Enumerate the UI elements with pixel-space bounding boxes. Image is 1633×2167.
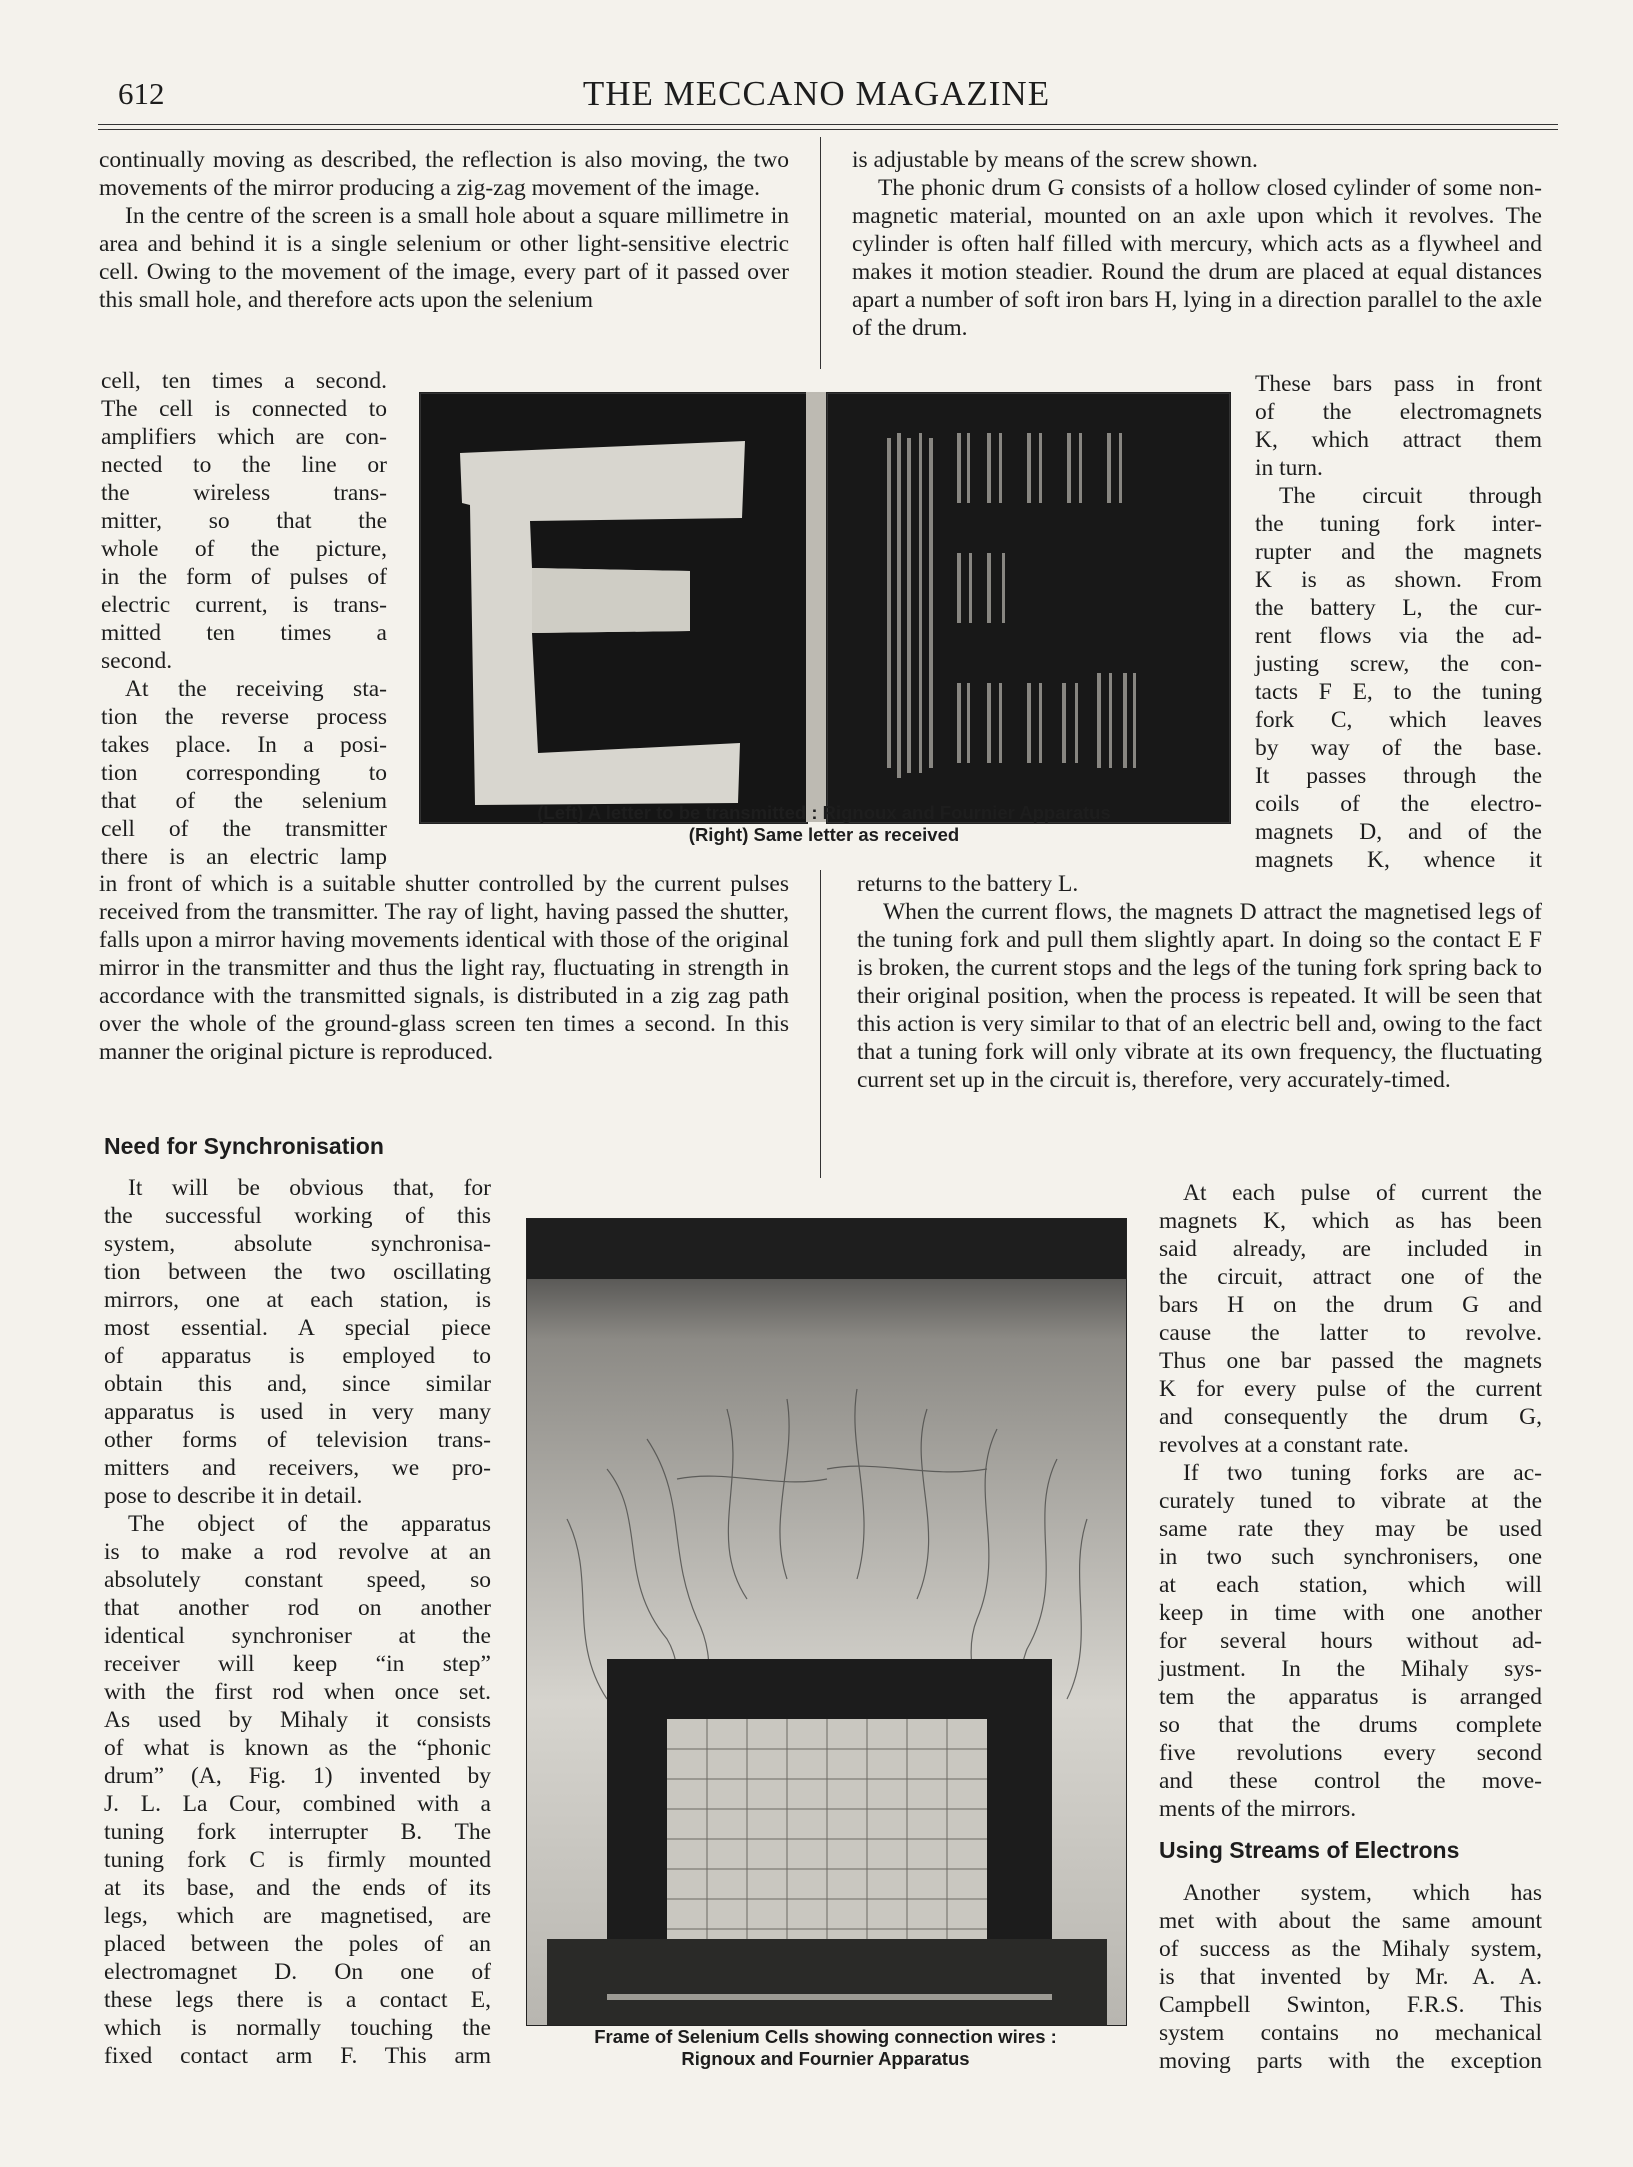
text-line: cell, ten times a second. xyxy=(101,368,387,394)
text-line: K, which attract them xyxy=(1255,427,1542,453)
paragraph: When the current flows, the magnets D attract the magnetised legs of the tuning fork and pull them slightly apart. In doing so the contact E F is broken, the current stops and the legs of the tuning fork spring back to their original position, when the process is repeated. It will be seen that this action is very similar to that of an electric bell and, owing to the fact that a tuning fork will only vibrate at its own frequency, the fluctuating current set up in the circuit is, therefore, very accurately-timed. xyxy=(857,899,1542,1093)
text-line: pose to describe it in detail. xyxy=(104,1483,363,1509)
paragraph xyxy=(101,675,387,871)
paragraph: The phonic drum G consists of a hollow closed cylinder of some non-magnetic material, mounted on an axle upon which it revolves. The cylinder is often half filled with mercury, which acts as a flywheel and makes it motion steadier. Round the drum are placed at equal distances apart a number of soft iron bars H, lying in a direction parallel to the axle of the drum. xyxy=(852,175,1542,341)
photo-letter-received xyxy=(826,392,1231,824)
text-line: the circuit, attract one of the xyxy=(1159,1264,1542,1290)
left-wrap-text xyxy=(101,367,387,871)
text-line: curately tuned to vibrate at the xyxy=(1159,1488,1542,1514)
text-line: and these control the move- xyxy=(1159,1768,1542,1794)
text-line: of success as the Mihaly system, xyxy=(1159,1936,1542,1962)
text-line: These bars pass in front xyxy=(1255,371,1542,397)
text-line: At the receiving sta- xyxy=(125,676,387,702)
text-line: It will be obvious that, for xyxy=(128,1175,491,1201)
text-line: which is normally touching the xyxy=(104,2015,491,2041)
right-text-top xyxy=(852,146,1542,342)
text-line: magnets D, and of the xyxy=(1255,819,1542,845)
text-line: the successful working of this xyxy=(104,1203,491,1229)
left-text-middle xyxy=(99,870,789,1066)
text-line: for several hours without ad- xyxy=(1159,1628,1542,1654)
text-line: revolves at a constant rate. xyxy=(1159,1432,1409,1458)
text-line: second. xyxy=(101,648,173,674)
caption-line: Rignoux and Fournier Apparatus xyxy=(681,2048,970,2069)
column-divider-top xyxy=(820,137,821,369)
text-line: amplifiers which are con- xyxy=(101,424,387,450)
text-line: that another rod on another xyxy=(104,1595,491,1621)
column-divider-middle xyxy=(820,870,821,1178)
text-line: takes place. In a posi- xyxy=(101,732,387,758)
text-line: Another system, which has xyxy=(1183,1880,1542,1906)
subheading-electrons: Using Streams of Electrons xyxy=(1159,1837,1460,1863)
text-line: The circuit through xyxy=(1279,483,1542,509)
paragraph xyxy=(1255,370,1542,482)
text-line: mirrors, one at each station, is xyxy=(104,1287,491,1313)
letter-e-solid-image xyxy=(420,393,807,823)
text-line: tion corresponding to xyxy=(101,760,387,786)
text-line: nected to the line or xyxy=(101,452,387,478)
right-wrap-text xyxy=(1255,370,1542,874)
text-line: said already, are included in xyxy=(1159,1236,1542,1262)
text-line: system, absolute synchronisa- xyxy=(104,1231,491,1257)
text-line: cause the latter to revolve. xyxy=(1159,1320,1542,1346)
text-line: fixed contact arm F. This arm xyxy=(104,2043,491,2069)
paragraph xyxy=(1159,1459,1542,1823)
text-line: magnets K, whence it xyxy=(1255,847,1542,873)
text-line: J. L. La Cour, combined with a xyxy=(104,1791,491,1817)
text-line: rupter and the magnets xyxy=(1255,539,1542,565)
text-line: cell of the transmitter xyxy=(101,816,387,842)
paragraph: returns to the battery L. xyxy=(857,871,1079,897)
text-line: ments of the mirrors. xyxy=(1159,1796,1357,1822)
text-line: the battery L, the cur- xyxy=(1255,595,1542,621)
right-bottom-text xyxy=(1159,1879,1542,2075)
text-line: bars H on the drum G and xyxy=(1159,1292,1542,1318)
text-line: in turn. xyxy=(1255,455,1323,481)
text-line: identical synchroniser at the xyxy=(104,1623,491,1649)
text-line: Thus one bar passed the magnets xyxy=(1159,1348,1542,1374)
text-line: tion between the two oscillating xyxy=(104,1259,491,1285)
text-line: at each station, which will xyxy=(1159,1572,1542,1598)
text-line: in the form of pulses of xyxy=(101,564,387,590)
text-line: most essential. A special piece xyxy=(104,1315,491,1341)
subheading-synchronisation: Need for Synchronisation xyxy=(104,1133,384,1159)
text-line: tem the apparatus is arranged xyxy=(1159,1684,1542,1710)
paragraph xyxy=(1255,482,1542,874)
text-line: moving parts with the exception xyxy=(1159,2048,1542,2074)
text-line: magnets K, which as has been xyxy=(1159,1208,1542,1234)
text-line: same rate they may be used xyxy=(1159,1516,1542,1542)
text-line: If two tuning forks are ac- xyxy=(1183,1460,1542,1486)
text-line: of apparatus is employed to xyxy=(104,1343,491,1369)
text-line: placed between the poles of an xyxy=(104,1931,491,1957)
left-text-top xyxy=(99,146,789,314)
text-line: that of the selenium xyxy=(101,788,387,814)
text-line: K for every pulse of the current xyxy=(1159,1376,1542,1402)
text-line: there is an electric lamp xyxy=(101,844,387,870)
paragraph: continually moving as described, the reflection is also moving, the two movements of the mirror producing a zig-zag movement of the image. xyxy=(99,147,789,201)
text-line: justing screw, the con- xyxy=(1255,651,1542,677)
text-line: electromagnet D. On one of xyxy=(104,1959,491,1985)
paragraph: in front of which is a suitable shutter controlled by the current pulses received from the transmitter. The ray of light, having passed the shutter, falls upon a mirror having movements identical with those of the original mirror in the transmitter and thus the light ray, fluctuating in strength in accordance with the transmitted signals, is distributed in a zig zag path over the whole of the ground-glass screen ten times a second. In this manner the original picture is reproduced. xyxy=(99,871,789,1065)
text-line: system contains no mechanical xyxy=(1159,2020,1542,2046)
text-line: so that the drums complete xyxy=(1159,1712,1542,1738)
magazine-title: THE MECCANO MAGAZINE xyxy=(582,74,1051,113)
text-line: five revolutions every second xyxy=(1159,1740,1542,1766)
text-line: with the first rod when once set. xyxy=(104,1679,491,1705)
text-line: electric current, is trans- xyxy=(101,592,387,618)
text-line: As used by Mihaly it consists xyxy=(104,1707,491,1733)
text-line: and consequently the drum G, xyxy=(1159,1404,1542,1430)
page-number: 612 xyxy=(118,76,165,111)
text-line: obtain this and, since similar xyxy=(104,1371,491,1397)
text-line: other forms of television trans- xyxy=(104,1427,491,1453)
caption-line: Frame of Selenium Cells showing connection wires : xyxy=(594,2026,1057,2047)
paragraph xyxy=(1159,1179,1542,1459)
text-line: whole of the picture, xyxy=(101,536,387,562)
paragraph xyxy=(1159,1879,1542,2075)
paragraph: In the centre of the screen is a small hole about a square millimetre in area and behind it is a single selenium or other light-sensitive electric cell. Owing to the movement of the image, every part of it passed over this small hole, and therefore acts upon the selenium xyxy=(99,203,789,313)
text-line: the wireless trans- xyxy=(101,480,387,506)
paragraph xyxy=(104,1510,491,2070)
text-line: tuning fork C is firmly mounted xyxy=(104,1847,491,1873)
photo-selenium-frame xyxy=(526,1218,1127,2026)
text-line: at its base, and the ends of its xyxy=(104,1875,491,1901)
text-line: of the electromagnets xyxy=(1255,399,1542,425)
text-line: The object of the apparatus xyxy=(128,1511,491,1537)
text-line: is to make a rod revolve at an xyxy=(104,1539,491,1565)
text-line: tuning fork interrupter B. The xyxy=(104,1819,491,1845)
right-lower-text xyxy=(1159,1179,1542,1823)
text-line: rent flows via the ad- xyxy=(1255,623,1542,649)
paragraph xyxy=(104,1174,491,1510)
photo-separator xyxy=(806,392,826,822)
text-line: At each pulse of current the xyxy=(1183,1180,1542,1206)
text-line: fork C, which leaves xyxy=(1255,707,1542,733)
text-line: justment. In the Mihaly sys- xyxy=(1159,1656,1542,1682)
text-line: tion the reverse process xyxy=(101,704,387,730)
letter-e-striped-image xyxy=(827,393,1230,823)
text-line: these legs there is a contact E, xyxy=(104,1987,491,2013)
caption-line: (Right) Same letter as received xyxy=(688,824,960,845)
text-line: the tuning fork inter- xyxy=(1255,511,1542,537)
text-line: met with about the same amount xyxy=(1159,1908,1542,1934)
text-line: Campbell Swinton, F.R.S. This xyxy=(1159,1992,1542,2018)
text-line: tacts F E, to the tuning xyxy=(1255,679,1542,705)
text-line: by way of the base. xyxy=(1255,735,1542,761)
text-line: It passes through the xyxy=(1255,763,1542,789)
paragraph: is adjustable by means of the screw shown. xyxy=(852,147,1258,173)
figure1-caption xyxy=(419,802,1229,846)
header-rule xyxy=(98,124,1558,125)
text-line: apparatus is used in very many xyxy=(104,1399,491,1425)
photo-letter-transmitted xyxy=(419,392,808,824)
text-line: keep in time with one another xyxy=(1159,1600,1542,1626)
text-line: The cell is connected to xyxy=(101,396,387,422)
text-line: is that invented by Mr. A. A. xyxy=(1159,1964,1542,1990)
text-line: of what is known as the “phonic xyxy=(104,1735,491,1761)
header-rule-2 xyxy=(98,129,1558,130)
selenium-cell-frame-image xyxy=(527,1219,1126,2025)
figure2-caption xyxy=(526,2026,1125,2070)
text-line: in two such synchronisers, one xyxy=(1159,1544,1542,1570)
figure-letter-e xyxy=(419,392,1229,822)
paragraph xyxy=(101,367,387,675)
text-line: mitters and receivers, we pro- xyxy=(104,1455,491,1481)
text-line: mitter, so that the xyxy=(101,508,387,534)
left-lower-text xyxy=(104,1174,491,2070)
right-text-middle xyxy=(857,870,1542,1094)
text-line: receiver will keep “in step” xyxy=(104,1651,491,1677)
text-line: mitted ten times a xyxy=(101,620,387,646)
text-line: K is as shown. From xyxy=(1255,567,1542,593)
text-line: absolutely constant speed, so xyxy=(104,1567,491,1593)
text-line: coils of the electro- xyxy=(1255,791,1542,817)
text-line: legs, which are magnetised, are xyxy=(104,1903,491,1929)
text-line: drum” (A, Fig. 1) invented by xyxy=(104,1763,491,1789)
caption-line: (Left) A letter to be transmitted : Rignoux and Fournier Apparatus xyxy=(537,802,1111,823)
